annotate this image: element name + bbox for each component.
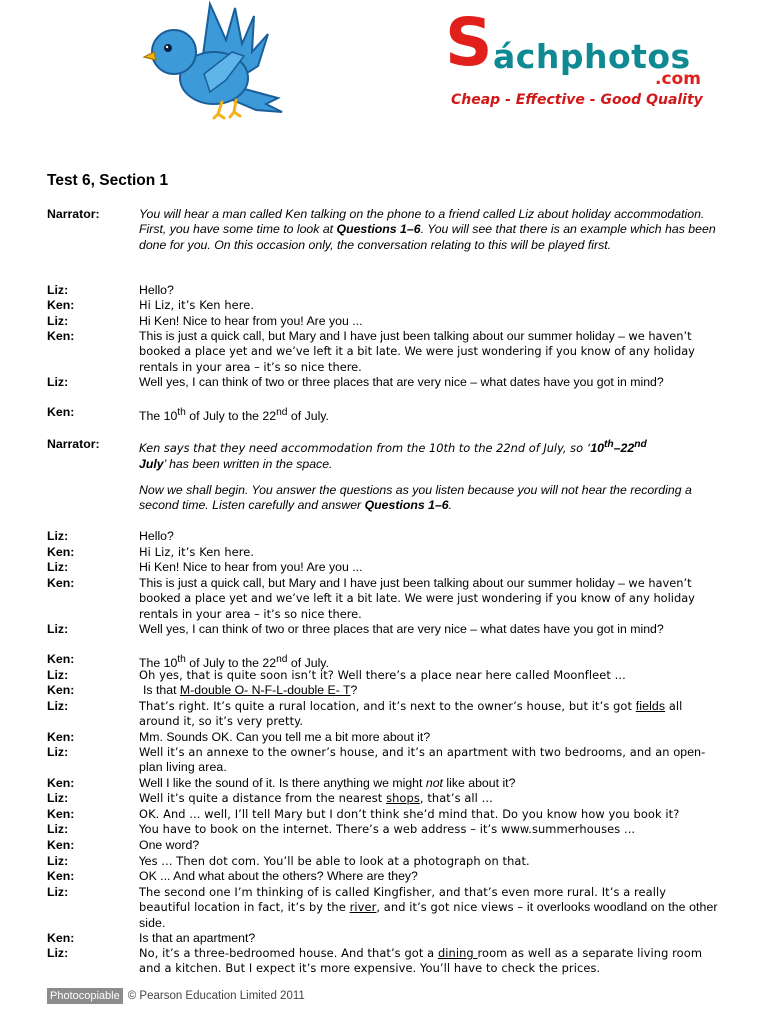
line-text: Hi Liz, it’s Ken here. bbox=[139, 298, 255, 312]
copyright-text: © Pearson Education Limited 2011 bbox=[127, 990, 305, 1002]
line-text: The 10th of July to the 22nd of July. bbox=[139, 407, 329, 424]
line-text: No, it’s a three-bedroomed house. And that’s got a dining room as well as a separate living room and a kitchen. But I expect it’s more expensive. You’ll have to check the prices. bbox=[139, 946, 703, 976]
speaker-label: Ken: bbox=[47, 683, 75, 697]
speaker-label: Ken: bbox=[47, 807, 75, 821]
line-text: Hi Liz, it’s Ken here. bbox=[139, 545, 255, 559]
speaker-label: Ken: bbox=[47, 576, 75, 590]
speaker-label: Liz: bbox=[47, 375, 69, 389]
photocopiable-badge: Photocopiable bbox=[47, 988, 123, 1004]
line-text: OK ... And what about the others? Where are they? bbox=[139, 869, 418, 883]
line-text: Well yes, I can think of two or three places that are very nice – what dates have you got in mind? bbox=[139, 622, 664, 636]
line-text: One word? bbox=[139, 838, 200, 852]
speaker-label: Liz: bbox=[47, 283, 69, 297]
speaker-label: Liz: bbox=[47, 560, 69, 574]
speaker-label: Liz: bbox=[47, 622, 69, 636]
speaker-label: Ken: bbox=[47, 869, 75, 883]
speaker-label: Ken: bbox=[47, 545, 75, 559]
line-text: Oh yes, that is quite soon isn’t it? Well there’s a place near here called Moonfleet ... bbox=[139, 668, 626, 682]
line-text: This is just a quick call, but Mary and I have just been talking about our summer holiday – we haven’t booked a place yet and we’ve left it a bit late. We were just wondering if you know of any holiday rentals in your area – it’s so nice there. bbox=[139, 329, 695, 374]
speaker-label: Liz: bbox=[47, 529, 69, 543]
speaker-label: Liz: bbox=[47, 885, 69, 899]
logo-domain: .com bbox=[655, 69, 701, 89]
line-text: The second one I’m thinking of is called Kingfisher, and that’s even more rural. It’s a really beautiful location in fact, it’s by the river, and it’s got nice views – it overlooks woodland on the other side. bbox=[139, 885, 718, 930]
line-text: Yes ... Then dot com. You’ll be able to look at a photograph on that. bbox=[139, 854, 530, 868]
line-text: Hi Ken! Nice to hear from you! Are you ... bbox=[139, 560, 363, 574]
line-text: Is that M-double O- N-F-L-double E- T? bbox=[143, 683, 358, 697]
line-text: Hello? bbox=[139, 283, 174, 297]
line-text: Now we shall begin. You answer the questions as you listen because you will not hear the recording a second time. Listen carefully and answer Questions 1–6. bbox=[139, 483, 692, 513]
line-text: OK. And ... well, I’ll tell Mary but I don’t think she’d mind that. Do you know how you book it? bbox=[139, 807, 680, 821]
speaker-label: Liz: bbox=[47, 314, 69, 328]
line-text: That’s right. It’s quite a rural location, and it’s next to the owner’s house, but it’s got fields all around it, so it’s very pretty. bbox=[139, 699, 683, 729]
line-text: This is just a quick call, but Mary and I have just been talking about our summer holiday – we haven’t booked a place yet and we’ve left it a bit late. We were just wondering if you know of any holiday rentals in your area – it’s so nice there. bbox=[139, 576, 695, 621]
speaker-label: Ken: bbox=[47, 931, 75, 945]
speaker-label: Liz: bbox=[47, 699, 69, 713]
speaker-label: Ken: bbox=[47, 329, 75, 343]
line-text: Hello? bbox=[139, 529, 174, 543]
logo-s-letter: S bbox=[445, 4, 493, 81]
line-text: Well yes, I can think of two or three places that are very nice – what dates have you got in mind? bbox=[139, 375, 664, 389]
logo-tagline: Cheap - Effective - Good Quality bbox=[451, 92, 703, 108]
bird-icon bbox=[140, 0, 290, 122]
line-text: Well it’s quite a distance from the nearest shops, that’s all ... bbox=[139, 791, 493, 805]
line-text: Well I like the sound of it. Is there anything we might not like about it? bbox=[139, 776, 516, 790]
line-text: Mm. Sounds OK. Can you tell me a bit more about it? bbox=[139, 730, 431, 744]
line-text: Hi Ken! Nice to hear from you! Are you ... bbox=[139, 314, 363, 328]
line-text: Ken says that they need accommodation from the 10th to the 22nd of July, so ‘10th–22nd July’ has been written in the space. bbox=[139, 439, 647, 471]
speaker-label: Ken: bbox=[47, 298, 75, 312]
speaker-label: Liz: bbox=[47, 791, 69, 805]
site-logo bbox=[140, 0, 703, 125]
line-text: You will hear a man called Ken talking on the phone to a friend called Liz about holiday accommodation. First, you have some time to look at Questions 1–6. You will see that there is an example which has been done for you. On this occasion only, the conversation relating to this will be played first. bbox=[139, 207, 716, 252]
speaker-label: Liz: bbox=[47, 822, 69, 836]
speaker-label: Ken: bbox=[47, 730, 75, 744]
line-text: Well it’s an annexe to the owner’s house, and it’s an apartment with two bedrooms, and an open-plan living area. bbox=[139, 745, 706, 775]
line-text: You have to book on the internet. There’s a web address – it’s www.summerhouses ... bbox=[139, 822, 636, 836]
speaker-label: Ken: bbox=[47, 405, 75, 419]
speaker-label: Ken: bbox=[47, 652, 75, 666]
speaker-label: Narrator: bbox=[47, 437, 100, 451]
speaker-label: Liz: bbox=[47, 946, 69, 960]
line-text: The 10th of July to the 22nd of July. bbox=[139, 654, 329, 671]
speaker-label: Liz: bbox=[47, 668, 69, 682]
footer bbox=[47, 988, 305, 1004]
speaker-label: Liz: bbox=[47, 745, 69, 759]
speaker-label: Narrator: bbox=[47, 207, 100, 221]
speaker-label: Liz: bbox=[47, 854, 69, 868]
logo-name: áchphotos bbox=[493, 37, 691, 76]
speaker-label: Ken: bbox=[47, 776, 75, 790]
line-text: Is that an apartment? bbox=[139, 931, 256, 945]
page-title: Test 6, Section 1 bbox=[47, 172, 169, 189]
speaker-label: Ken: bbox=[47, 838, 75, 852]
